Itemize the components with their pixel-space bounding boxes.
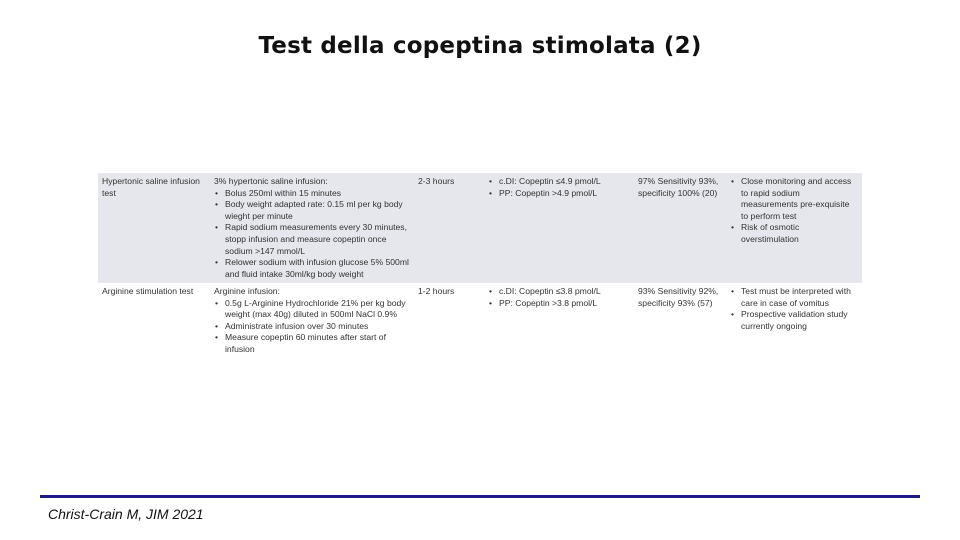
list-item: • PP: Copeptin >3.8 pmol/L <box>488 298 630 310</box>
list-item: • 0.5g L-Arginine Hydrochloride 21% per kg body weight (max 40g) diluted in 500ml NaCl 0.9% <box>214 298 410 321</box>
list-item: • Prospective validation study currently ongoing <box>730 309 858 332</box>
list-item: • Body weight adapted rate: 0.15 ml per kg body wieght per minute <box>214 199 410 222</box>
list-item: • Bolus 250ml within 15 minutes <box>214 188 410 200</box>
protocol-list <box>214 188 410 281</box>
list-item: • Test must be interpreted with care in case of vomitus <box>730 286 858 309</box>
list-item: • Relower sodium with infusion glucose 5% 500ml and fluid intake 30ml/kg body weight <box>214 257 410 280</box>
protocol-intro: Arginine infusion: <box>214 286 280 296</box>
cutoff-cell <box>484 283 634 383</box>
remarks-cell <box>726 283 862 383</box>
footer-divider <box>40 495 920 498</box>
remarks-cell <box>726 173 862 283</box>
duration-cell: 1-2 hours <box>418 286 455 296</box>
protocol-intro: 3% hypertonic saline infusion: <box>214 176 328 186</box>
copeptin-test-table <box>98 173 862 383</box>
cutoff-list <box>488 176 630 199</box>
cutoff-list <box>488 286 630 309</box>
citation: Christ-Crain M, JIM 2021 <box>48 506 204 522</box>
test-name-cell: Arginine stimulation test <box>102 286 194 296</box>
protocol-cell <box>210 283 414 383</box>
list-item: • Measure copeptin 60 minutes after start of infusion <box>214 332 410 355</box>
cutoff-cell <box>484 173 634 283</box>
list-item: • c.DI: Copeptin ≤4.9 pmol/L <box>488 176 630 188</box>
list-item: • Rapid sodium measurements every 30 minutes, stopp infusion and measure copeptin once sodium >147 mmol/L <box>214 222 410 257</box>
list-item: • c.DI: Copeptin ≤3.8 pmol/L <box>488 286 630 298</box>
protocol-cell <box>210 173 414 283</box>
test-name-cell: Hypertonic saline infusion test <box>102 176 200 198</box>
accuracy-cell: 93% Sensitivity 92%, specificity 93% (57) <box>638 286 719 308</box>
accuracy-cell: 97% Sensitivity 93%, specificity 100% (20) <box>638 176 719 198</box>
list-item: • Close monitoring and access to rapid sodium measurements pre-exquisite to perform test <box>730 176 858 222</box>
list-item: • PP: Copeptin >4.9 pmol/L <box>488 188 630 200</box>
table-row-hypertonic-saline <box>98 173 862 283</box>
table-row-arginine <box>98 283 862 383</box>
remarks-list <box>730 176 858 246</box>
protocol-list <box>214 298 410 356</box>
duration-cell: 2-3 hours <box>418 176 455 186</box>
slide-title: Test della copeptina stimolata (2) <box>258 33 702 59</box>
list-item: • Risk of osmotic overstimulation <box>730 222 858 245</box>
remarks-list <box>730 286 858 332</box>
list-item: • Administrate infusion over 30 minutes <box>214 321 410 333</box>
